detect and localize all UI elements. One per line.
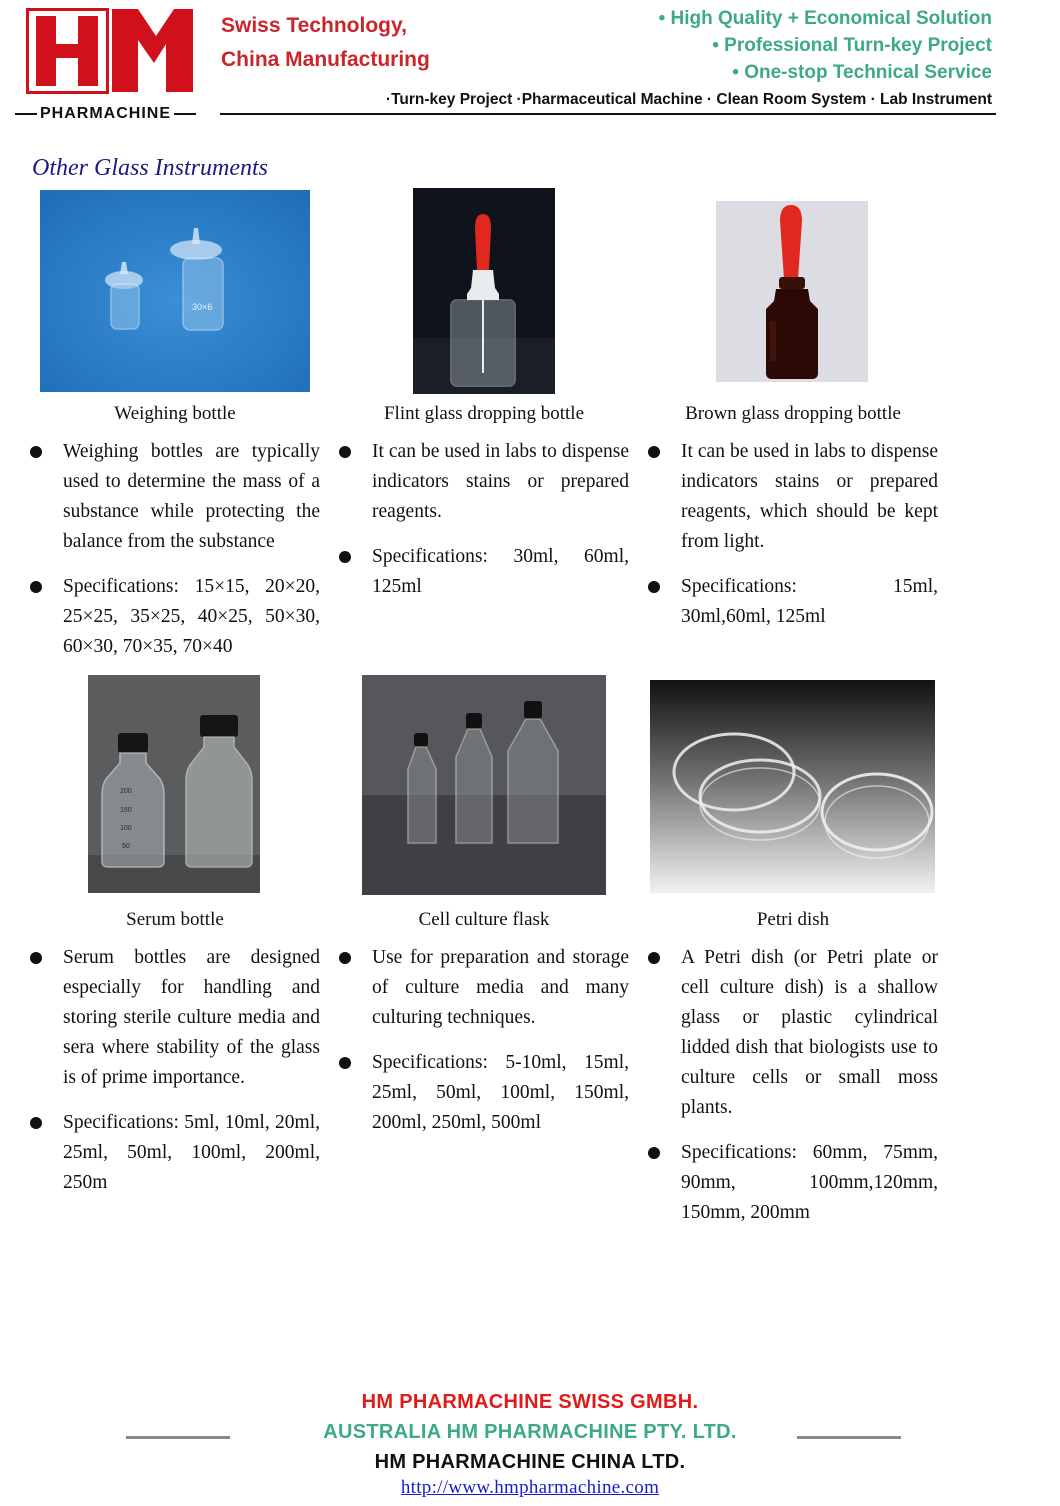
- product-bullets: [648, 943, 938, 1243]
- bullet-description: [30, 943, 320, 1093]
- svg-text:50: 50: [122, 843, 130, 850]
- hm-logo-icon: [26, 8, 194, 94]
- bullet-specifications: [30, 1108, 320, 1198]
- tagline-turnkey: • Professional Turn-key Project: [712, 35, 992, 56]
- slogan-line-2: China Manufacturing: [221, 48, 430, 71]
- svg-text:30×6: 30×6: [192, 302, 213, 312]
- bullet-specifications: [339, 1048, 629, 1138]
- bullet-dot-icon: [30, 1117, 42, 1129]
- product-bullets: [30, 437, 320, 677]
- bullet-dot-icon: [339, 1057, 351, 1069]
- cell-culture-flask-photo: [362, 675, 606, 895]
- header-divider: [220, 113, 996, 115]
- footer-swiss-company: HM PHARMACHINE SWISS GMBH.: [361, 1391, 699, 1413]
- footer-china-company: HM PHARMACHINE CHINA LTD.: [374, 1451, 686, 1473]
- page-title: Other Glass Instruments: [32, 155, 269, 181]
- bullet-dot-icon: [30, 446, 42, 458]
- logo-wordmark: [12, 103, 208, 125]
- footer-rule-right: [797, 1436, 901, 1439]
- weighing-bottle-photo: [40, 190, 310, 392]
- bullet-specifications: [648, 1138, 938, 1228]
- bullet-text: Specifications: 30ml, 60ml, 125ml: [372, 546, 629, 597]
- bullet-specifications: [648, 572, 938, 632]
- footer-website-link[interactable]: http://www.hmpharmachine.com: [400, 1477, 660, 1498]
- product-bullets: [339, 943, 629, 1153]
- bullet-description: [339, 437, 629, 527]
- tagline-quality: • High Quality + Economical Solution: [658, 8, 992, 29]
- bullet-dot-icon: [648, 581, 660, 593]
- bullet-dot-icon: [648, 952, 660, 964]
- product-caption: Flint glass dropping bottle: [383, 403, 585, 424]
- product-caption: Brown glass dropping bottle: [685, 403, 901, 424]
- bullet-text: A Petri dish (or Petri plate or cell culture dish) is a shallow glass or plastic cylindrical lidded dish that biologists use to culture cells or small moss plants.: [681, 947, 938, 1118]
- services-line: ·Turn-key Project ·Pharmaceutical Machine · Clean Room System · Lab Instrument: [385, 91, 992, 108]
- petri-dish-photo: [650, 680, 935, 893]
- product-caption: Weighing bottle: [114, 403, 236, 424]
- bullet-description: [648, 943, 938, 1123]
- wordmark-text: PHARMACHINE: [40, 105, 171, 122]
- product-caption: Cell culture flask: [418, 909, 550, 930]
- serum-bottle-photo: [88, 675, 260, 893]
- svg-text:150: 150: [120, 807, 132, 814]
- bullet-description: [648, 437, 938, 557]
- svg-text:200: 200: [120, 788, 132, 795]
- svg-text:100: 100: [120, 825, 132, 832]
- bullet-text: It can be used in labs to dispense indicators stains or prepared reagents.: [372, 441, 629, 522]
- bullet-dot-icon: [30, 952, 42, 964]
- bullet-description: [339, 943, 629, 1033]
- bullet-description: [30, 437, 320, 557]
- product-bullets: [30, 943, 320, 1213]
- bullet-dot-icon: [339, 952, 351, 964]
- flint-dropping-bottle-photo: [413, 188, 555, 394]
- bullet-text: Specifications: 15ml, 30ml,60ml, 125ml: [681, 576, 938, 627]
- bullet-dot-icon: [30, 581, 42, 593]
- bullet-text: It can be used in labs to dispense indicators stains or prepared reagents, which should be kept from light.: [681, 441, 938, 552]
- brown-dropping-bottle-photo: [716, 201, 868, 382]
- product-caption: Serum bottle: [126, 909, 224, 930]
- product-bullets: [648, 437, 938, 647]
- bullet-dot-icon: [339, 551, 351, 563]
- bullet-specifications: [339, 542, 629, 602]
- bullet-text: Specifications: 5-10ml, 15ml, 25ml, 50ml, 100ml, 150ml, 200ml, 250ml, 500ml: [372, 1052, 629, 1133]
- bullet-text: Weighing bottles are typically used to determine the mass of a substance while protecting the balance from the substance: [63, 441, 320, 552]
- bullet-specifications: [30, 572, 320, 662]
- product-caption: Petri dish: [756, 909, 830, 930]
- footer-australia-company: AUSTRALIA HM PHARMACHINE PTY. LTD.: [323, 1421, 737, 1443]
- bullet-text: Specifications: 60mm, 75mm, 90mm, 100mm,120mm, 150mm, 200mm: [681, 1142, 938, 1223]
- bullet-text: Serum bottles are designed especially for handling and storing sterile culture media and sera where stability of the glass is of prime importance.: [63, 947, 320, 1088]
- tagline-service: • One-stop Technical Service: [732, 62, 992, 83]
- bullet-dot-icon: [339, 446, 351, 458]
- bullet-dot-icon: [648, 446, 660, 458]
- bullet-dot-icon: [648, 1147, 660, 1159]
- bullet-text: Use for preparation and storage of culture media and many culturing techniques.: [372, 947, 629, 1028]
- slogan-line-1: Swiss Technology,: [221, 14, 407, 37]
- bullet-text: Specifications: 15×15, 20×20, 25×25, 35×25, 40×25, 50×30, 60×30, 70×35, 70×40: [63, 576, 320, 657]
- product-bullets: [339, 437, 629, 617]
- bullet-text: Specifications: 5ml, 10ml, 20ml, 25ml, 50ml, 100ml, 200ml, 250m: [63, 1112, 320, 1193]
